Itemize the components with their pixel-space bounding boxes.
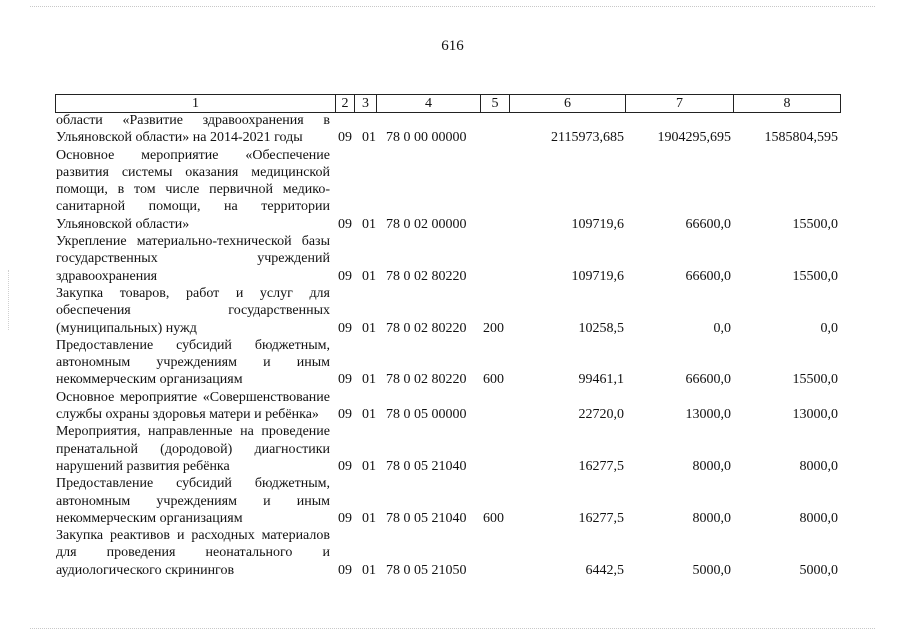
row-c8: 15500,0 — [792, 372, 838, 388]
row-c8: 1585804,595 — [764, 130, 838, 146]
row-c3: 01 — [362, 562, 376, 578]
row-c4: 78 0 02 80220 — [386, 320, 467, 336]
table-row — [56, 389, 846, 424]
table-row — [56, 423, 846, 475]
header-col-8: 8 — [783, 96, 791, 111]
row-c3: 01 — [362, 130, 376, 146]
scan-artifact-left — [8, 270, 10, 330]
row-c7: 66600,0 — [685, 216, 731, 232]
row-c7: 1904295,695 — [657, 130, 731, 146]
row-c8: 8000,0 — [799, 510, 838, 526]
header-col-6: 6 — [510, 95, 626, 112]
row-c2: 09 — [338, 510, 352, 526]
row-c8: 0,0 — [820, 320, 838, 336]
header-col-4: 4 — [377, 95, 481, 112]
row-c6: 22720,0 — [578, 407, 624, 423]
row-c8: 15500,0 — [792, 268, 838, 284]
table-row — [56, 285, 846, 337]
row-name: Предоставление субсидий бюджетным, автономным учреждениям и иным некоммерческим организациям — [56, 337, 330, 388]
row-c3: 01 — [362, 458, 376, 474]
row-c7: 66600,0 — [685, 268, 731, 284]
row-c6: 99461,1 — [578, 372, 624, 388]
row-c7: 66600,0 — [685, 372, 731, 388]
row-c2: 09 — [338, 320, 352, 336]
row-c4: 78 0 00 00000 — [386, 130, 467, 146]
header-col-5: 5 — [481, 95, 510, 112]
row-c6: 2115973,685 — [551, 130, 624, 146]
row-c2: 09 — [338, 458, 352, 474]
row-c7: 13000,0 — [685, 407, 731, 423]
row-c8: 13000,0 — [792, 407, 838, 423]
header-col-7: 7 — [626, 95, 734, 112]
table-row — [56, 475, 846, 527]
row-c3: 01 — [362, 320, 376, 336]
row-c4: 78 0 02 80220 — [386, 268, 467, 284]
row-name: Предоставление субсидий бюджетным, автономным учреждениям и иным некоммерческим организациям — [56, 476, 330, 526]
row-c5: 200 — [483, 320, 504, 336]
table-row — [56, 527, 846, 579]
row-c6: 6442,5 — [585, 562, 624, 578]
table-row — [56, 233, 846, 285]
row-c6: 109719,6 — [571, 268, 624, 284]
table-row — [56, 112, 846, 147]
table-row — [56, 147, 846, 233]
row-c6: 16277,5 — [578, 510, 624, 526]
table-row — [56, 337, 846, 389]
row-c2: 09 — [338, 407, 352, 423]
row-c8: 5000,0 — [799, 562, 838, 578]
row-c7: 8000,0 — [692, 458, 731, 474]
row-c4: 78 0 02 80220 — [386, 372, 467, 388]
header-col-2: 2 — [336, 95, 355, 112]
row-c7: 0,0 — [713, 320, 731, 336]
row-c6: 16277,5 — [578, 458, 624, 474]
row-c3: 01 — [362, 268, 376, 284]
row-name: Закупка товаров, работ и услуг для обеспечения государственных (муниципальных) нужд — [56, 285, 330, 336]
row-c3: 01 — [362, 510, 376, 526]
row-c8: 8000,0 — [799, 458, 838, 474]
row-name: Основное мероприятие «Обеспечение развития системы оказания медицинской помощи, в том числе первичной медико-санитарной помощи, на территории Ульяновской области» — [56, 147, 330, 232]
row-c4: 78 0 05 21040 — [386, 510, 467, 526]
row-c5: 600 — [483, 510, 504, 526]
row-c4: 78 0 05 21050 — [386, 562, 467, 578]
row-c4: 78 0 02 00000 — [386, 216, 467, 232]
row-c8: 15500,0 — [792, 216, 838, 232]
row-c6: 109719,6 — [571, 216, 624, 232]
row-c2: 09 — [338, 562, 352, 578]
row-c7: 8000,0 — [692, 510, 731, 526]
row-c4: 78 0 05 00000 — [386, 407, 467, 423]
scan-artifact-bottom — [30, 628, 875, 630]
row-name: области «Развитие здравоохранения в Ульяновской области» на 2014-2021 годы — [56, 113, 330, 146]
row-name: Мероприятия, направленные на проведение пренатальной (дородовой) диагностики нарушений развития ребёнка — [56, 424, 330, 474]
row-c2: 09 — [338, 268, 352, 284]
row-c3: 01 — [362, 216, 376, 232]
header-col-1: 1 — [56, 95, 336, 112]
table-header — [55, 94, 841, 113]
table-body — [56, 112, 846, 579]
row-c2: 09 — [338, 216, 352, 232]
row-name: Основное мероприятие «Совершенствование службы охраны здоровья матери и ребёнка» — [56, 389, 330, 423]
row-c2: 09 — [338, 372, 352, 388]
row-c2: 09 — [338, 130, 352, 146]
row-name: Укрепление материально-технической базы государственных учреждений здравоохранения — [56, 234, 330, 284]
page-number: 616 — [441, 38, 464, 54]
scan-artifact-top — [30, 6, 875, 8]
row-c5: 600 — [483, 372, 504, 388]
row-name: Закупка реактивов и расходных материалов для проведения неонатального и аудиологического скринингов — [56, 528, 330, 578]
row-c4: 78 0 05 21040 — [386, 458, 467, 474]
row-c3: 01 — [362, 372, 376, 388]
row-c6: 10258,5 — [578, 320, 624, 336]
header-col-3: 3 — [355, 95, 377, 112]
row-c3: 01 — [362, 407, 376, 423]
row-c7: 5000,0 — [692, 562, 731, 578]
